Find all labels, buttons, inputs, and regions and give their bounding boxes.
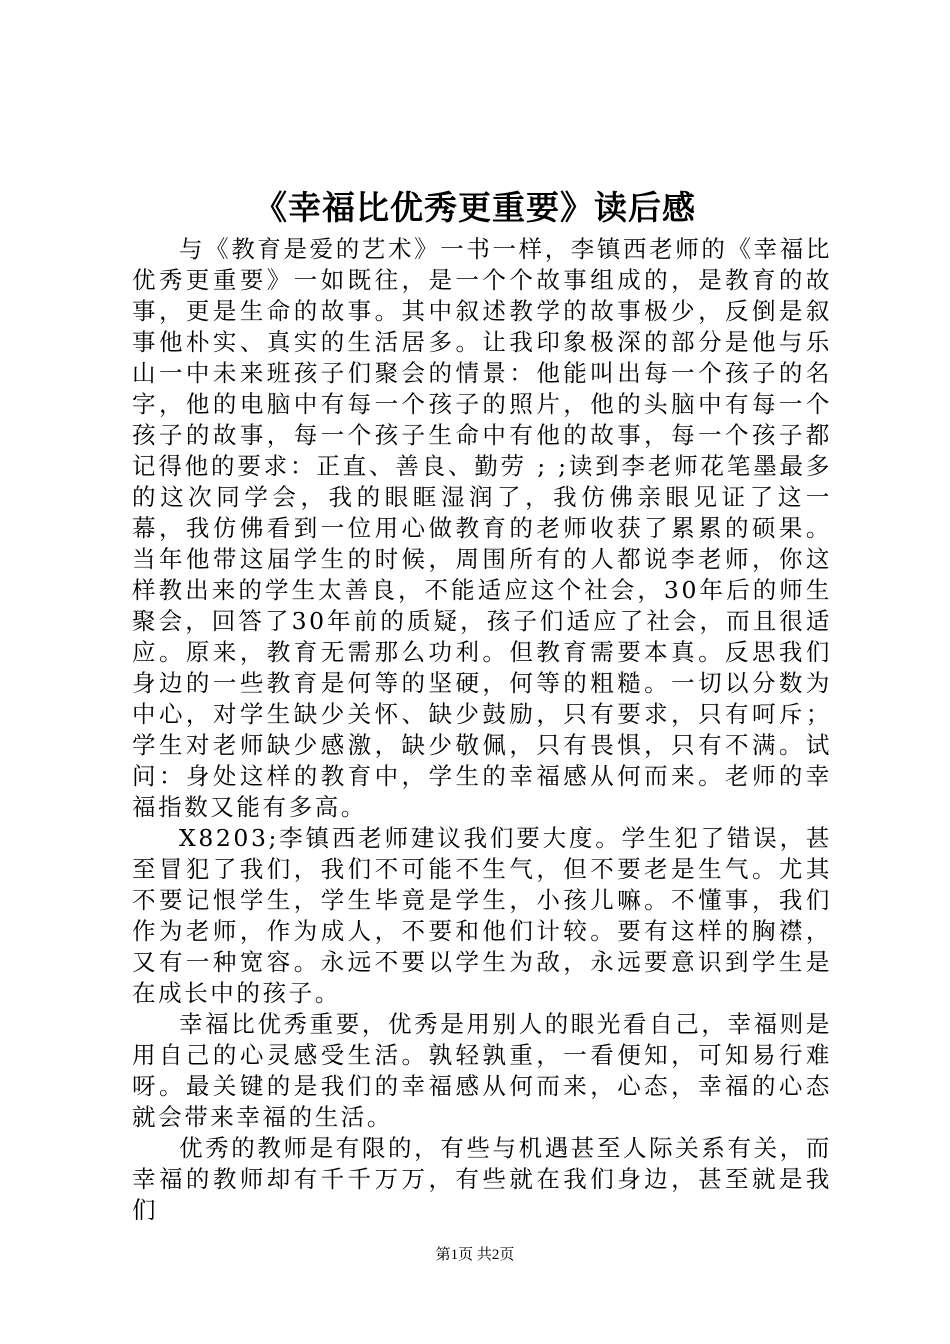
paragraph: X8203;李镇西老师建议我们要大度。学生犯了错误，甚至冒犯了我们，我们不可能不生气，但不要老是生气。尤其不要记恨学生，学生毕竟是学生，小孩儿嘛。不懂事，我们作为老师，作为成人，不要和他们计较。要有这样的胸襟，又有一种宽容。永远不要以学生为敌，永远要意识到学生是在成长中的孩子。 — [132, 824, 832, 1007]
paragraph: 与《教育是爱的艺术》一书一样，李镇西老师的《幸福比优秀更重要》一如既往，是一个个故事组成的，是教育的故事，更是生命的故事。其中叙述教学的故事极少，反倒是叙事他朴实、真实的生活居多。让我印象极深的部分是他与乐山一中未来班孩子们聚会的情景：他能叫出每一个孩子的名字，他的电脑中有每一个孩子的照片，他的头脑中有每一个孩子的故事，每一个孩子生命中有他的故事，每一个孩子都记得他的要求：正直、善良、勤劳 ; ;读到李老师花笔墨最多的这次同学会，我的眼眶湿润了，我仿佛亲眼见证了这一幕，我仿佛看到一位用心做教育的老师收获了累累的硕果。当年他带这届学生的时候，周围所有的人都说李老师，你这样教出来的学生太善良，不能适应这个社会，30年后的师生聚会，回答了30年前的质疑，孩子们适应了社会，而且很适应。原来，教育无需那么功利。但教育需要本真。反思我们身边的一些教育是何等的坚硬，何等的粗糙。一切以分数为中心，对学生缺少关怀、缺少鼓励，只有要求，只有呵斥；学生对老师缺少感激，缺少敬佩，只有畏惧，只有不满。试问：身处这样的教育中，学生的幸福感从何而来。老师的幸福指数又能有多高。 — [132, 235, 832, 821]
paragraph: 优秀的教师是有限的，有些与机遇甚至人际关系有关，而幸福的教师却有千千万万，有些就在我们身边，甚至就是我们 — [132, 1134, 832, 1224]
document-body — [132, 234, 832, 1226]
paragraph: 幸福比优秀重要，优秀是用别人的眼光看自己，幸福则是用自己的心灵感受生活。孰轻孰重，一看便知，可知易行难呀。最关键的是我们的幸福感从何而来，心态，幸福的心态就会带来幸福的生活。 — [132, 1010, 832, 1131]
page-footer: 第1页 共2页 — [435, 1247, 515, 1263]
document-title: 《幸福比优秀更重要》读后感 — [254, 188, 696, 227]
